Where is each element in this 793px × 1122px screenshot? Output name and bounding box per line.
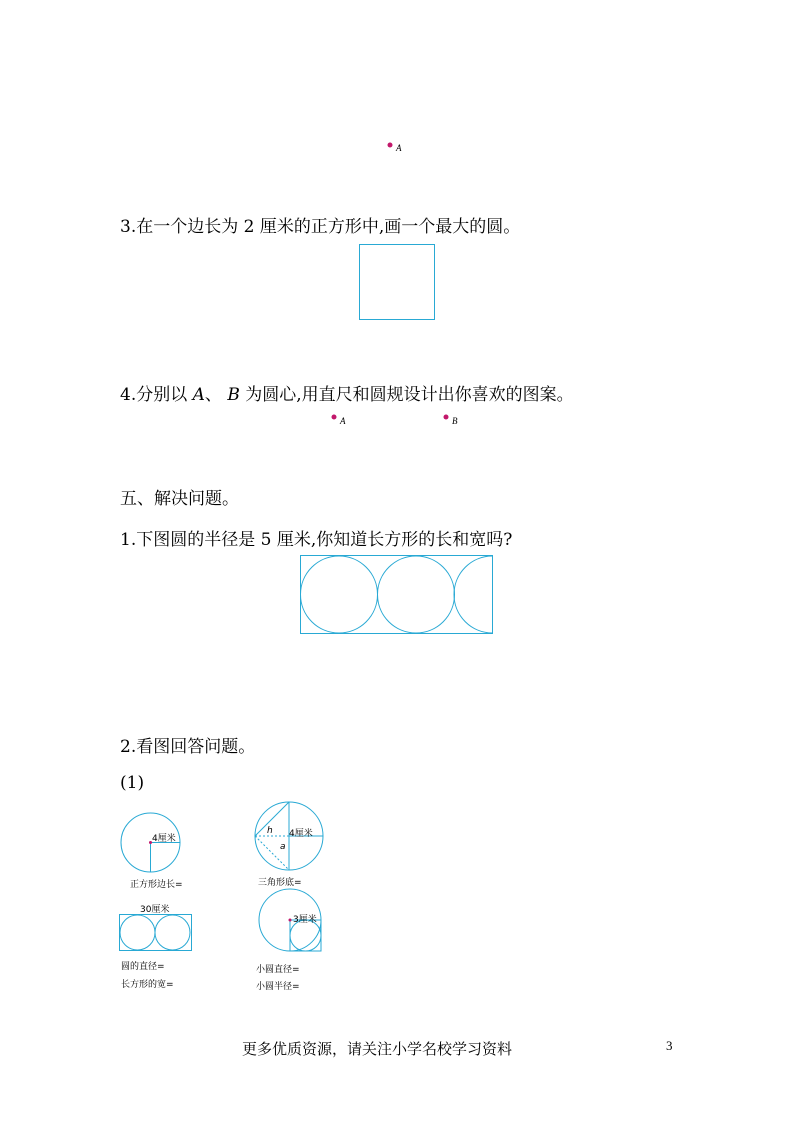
figure-a-answer: 正方形边长= [130, 880, 183, 890]
footer-text: 更多优质资源，请关注小学名校学习资料 [242, 1040, 513, 1058]
square-figure [359, 244, 436, 321]
q4-a: A [192, 385, 205, 405]
figure-a [120, 812, 190, 876]
figure-b-h: h [267, 826, 273, 836]
figure-c-length: 30厘米 [140, 905, 170, 915]
point-a-label: A [340, 416, 346, 426]
q4-b: B [227, 385, 240, 405]
point-a-top-label: A [396, 143, 402, 153]
problem-2-sub: (1) [120, 773, 145, 793]
problem-1: 1.下图圆的半径是 5 厘米,你知道长方形的长和宽吗? [120, 530, 513, 550]
figure-a-radius: 4厘米 [152, 834, 176, 844]
page-number: 3 [666, 1038, 673, 1053]
figure-b-radius: 4厘米 [289, 829, 313, 839]
figure-c-answer-2: 长方形的宽= [121, 980, 174, 990]
section-5-title: 五、解决问题。 [120, 489, 239, 509]
figure-c-answer-1: 圆的直径= [121, 962, 165, 972]
problem-2: 2.看图回答问题。 [120, 737, 256, 757]
figure-d-answer-1: 小圆直径= [256, 965, 300, 975]
figure-b-answer: 三角形底= [258, 878, 302, 888]
question-4: 4.分别以 A、 B 为圆心,用直尺和圆规设计出你喜欢的图案。 [120, 385, 574, 405]
figure-b-a: a [280, 842, 286, 852]
point-b [442, 412, 452, 422]
rectangle-circles-figure [300, 555, 494, 635]
point-b-label: B [452, 416, 458, 426]
figure-c [119, 914, 193, 952]
point-a [330, 412, 340, 422]
figure-d-radius: 3厘米 [293, 915, 317, 925]
figure-d-answer-2: 小圆半径= [256, 982, 300, 992]
question-3: 3.在一个边长为 2 厘米的正方形中,画一个最大的圆。 [120, 217, 521, 237]
